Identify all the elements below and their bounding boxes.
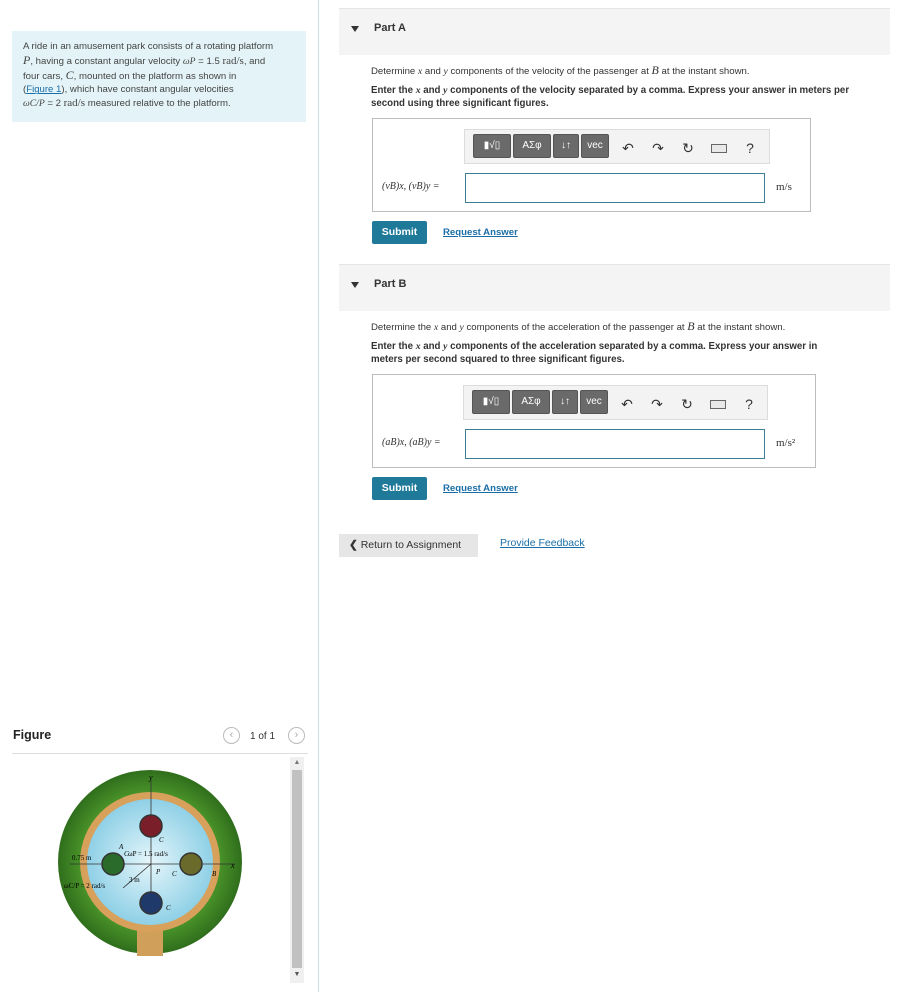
- answer-label: (vB)x, (vB)y =: [382, 181, 440, 192]
- car-c-label: C: [172, 870, 177, 878]
- part-a-question: [371, 64, 891, 78]
- help-icon[interactable]: ?: [745, 396, 753, 412]
- car-c-label: C: [166, 904, 171, 912]
- car-c-label: C: [124, 850, 129, 858]
- platform-symbol: P: [23, 52, 31, 67]
- collapse-triangle-icon: [351, 282, 359, 288]
- problem-text: measured relative to the platform.: [85, 98, 231, 110]
- amusement-park-figure[interactable]: [20, 770, 282, 960]
- part-a-label: Part A: [374, 22, 406, 34]
- question-text: components of the velocity of the passenger at: [447, 66, 652, 77]
- car-symbol: C: [65, 67, 74, 82]
- car-bottom: [140, 892, 162, 914]
- problem-text: A ride in an amusement park consists of a rotating platform: [23, 41, 274, 52]
- x-symbol: x: [433, 322, 439, 333]
- question-text: and: [422, 66, 444, 77]
- part-b-instructions: [371, 340, 896, 366]
- x-axis-label: x: [231, 861, 235, 870]
- instruction-text: meters per second squared to three significant figures.: [371, 354, 625, 365]
- point-a-label: A: [119, 843, 124, 851]
- redo-icon[interactable]: ↷: [651, 396, 663, 412]
- car-top: [140, 815, 162, 837]
- part-a-submit-button[interactable]: Submit: [372, 221, 427, 244]
- x-symbol: x: [415, 341, 421, 352]
- problem-text: , mounted on the platform as shown in: [73, 70, 237, 82]
- arrows-button[interactable]: ↓↑: [553, 134, 579, 158]
- instruction-text: Enter the: [371, 341, 416, 352]
- platform-p-label: P: [156, 868, 161, 876]
- math-toolbar: [464, 129, 770, 164]
- undo-icon[interactable]: ↶: [622, 140, 634, 156]
- problem-text: ), which have constant angular velocities: [61, 84, 234, 96]
- provide-feedback-link[interactable]: Provide Feedback: [500, 537, 585, 549]
- distance-075-label: 0.75 m: [72, 854, 92, 862]
- chevron-right-icon: ›: [294, 729, 299, 741]
- y-axis-label: y: [149, 773, 153, 782]
- y-symbol: y: [443, 66, 448, 77]
- problem-text: , having a constant angular velocity: [30, 55, 183, 67]
- greek-button[interactable]: ΑΣφ: [513, 134, 551, 158]
- figure-title: Figure: [13, 728, 52, 742]
- scrollbar-thumb[interactable]: [292, 770, 302, 968]
- y-symbol: y: [443, 85, 448, 96]
- scroll-up-arrow-icon[interactable]: ▲: [293, 759, 301, 766]
- instruction-text: components of the acceleration separated by a comma. Express your answer in: [447, 341, 818, 352]
- scroll-down-arrow-icon[interactable]: ▼: [293, 971, 301, 978]
- part-b-header[interactable]: [339, 264, 890, 311]
- keyboard-icon[interactable]: [711, 144, 727, 153]
- problem-text: , and: [243, 55, 266, 67]
- question-text: Determine the: [371, 322, 434, 333]
- b-symbol: B: [651, 63, 659, 77]
- part-b-answer-box: [372, 374, 816, 468]
- instruction-text: second using three significant figures.: [371, 98, 549, 109]
- part-b-request-answer-link[interactable]: Request Answer: [443, 483, 518, 494]
- chevron-left-icon: ❮: [349, 539, 361, 551]
- problem-text: = 2: [44, 98, 64, 110]
- greek-button[interactable]: ΑΣφ: [512, 390, 550, 414]
- b-symbol: B: [687, 319, 695, 333]
- part-b-submit-button[interactable]: Submit: [372, 477, 427, 500]
- part-a-request-answer-link[interactable]: Request Answer: [443, 227, 518, 238]
- y-symbol: y: [459, 322, 464, 333]
- figure-next-button[interactable]: [288, 727, 305, 744]
- question-text: at the instant shown.: [658, 66, 750, 77]
- question-text: Determine: [371, 66, 418, 77]
- undo-icon[interactable]: ↶: [621, 396, 633, 412]
- redo-icon[interactable]: ↷: [652, 140, 664, 156]
- acceleration-answer-input[interactable]: [465, 429, 765, 459]
- vec-button[interactable]: vec: [581, 134, 609, 158]
- help-icon[interactable]: ?: [746, 140, 754, 156]
- arrows-button[interactable]: ↓↑: [552, 390, 578, 414]
- velocity-answer-input[interactable]: [465, 173, 765, 203]
- car-left: [102, 853, 124, 875]
- figure-header: [12, 726, 308, 754]
- car-c-label: C: [159, 836, 164, 844]
- omega-cp-label: ωC/P = 2 rad/s: [64, 882, 106, 890]
- x-symbol: x: [417, 66, 423, 77]
- instruction-text: components of the velocity separated by a comma. Express your answer in meters per: [447, 85, 850, 96]
- reset-icon[interactable]: ↻: [681, 396, 693, 412]
- problem-text: = 1.5: [195, 55, 223, 67]
- instruction-text: and: [420, 341, 444, 352]
- templates-button[interactable]: ▮√▯: [472, 390, 510, 414]
- answer-label: (aB)x, (aB)y =: [382, 437, 441, 448]
- instruction-text: Enter the: [371, 85, 416, 96]
- return-to-assignment-button[interactable]: [339, 534, 478, 557]
- omega-p-symbol: ωP: [182, 55, 196, 67]
- omega-cp-symbol: ωC/P: [23, 98, 45, 110]
- templates-button[interactable]: ▮√▯: [473, 134, 511, 158]
- part-a-instructions: [371, 84, 896, 110]
- unit-text: rad/s: [63, 97, 86, 110]
- unit-label: m/s²: [776, 437, 796, 449]
- distance-3-label: 3 m: [129, 876, 140, 884]
- figure-scrollbar[interactable]: [290, 757, 304, 983]
- point-b-label: B: [212, 870, 217, 878]
- math-toolbar: [463, 385, 768, 420]
- y-symbol: y: [443, 341, 448, 352]
- question-text: components of the acceleration of the passenger at: [463, 322, 688, 333]
- question-text: and: [438, 322, 460, 333]
- x-symbol: x: [415, 85, 421, 96]
- question-text: at the instant shown.: [694, 322, 786, 333]
- unit-text: rad/s: [222, 54, 244, 67]
- unit-label: m/s: [776, 181, 792, 193]
- problem-statement: A ride in an amusement park consists of a rotating platform P, having a constant angular velocity ωP = 1.5 rad/s, and four cars, C, mounted on the platform as shown in (Figure 1), which have constant angular velocities ωC/P = 2 rad/s measured relative to the platform.: [12, 31, 306, 122]
- part-b-label: Part B: [374, 278, 407, 290]
- figure-prev-button[interactable]: [223, 727, 240, 744]
- keyboard-icon[interactable]: [710, 400, 726, 409]
- part-a-header[interactable]: [339, 8, 890, 55]
- part-b-question: [371, 320, 891, 334]
- column-divider: [318, 0, 319, 992]
- chevron-left-icon: ‹: [229, 729, 234, 741]
- vec-button[interactable]: vec: [580, 390, 608, 414]
- collapse-triangle-icon: [351, 26, 359, 32]
- omega-p-label: ωP = 1.5 rad/s: [128, 850, 168, 858]
- reset-icon[interactable]: ↻: [682, 140, 694, 156]
- return-label: Return to Assignment: [360, 539, 462, 551]
- instruction-text: and: [420, 85, 444, 96]
- figure-counter: 1 of 1: [250, 731, 276, 742]
- part-a-answer-box: [372, 118, 811, 212]
- problem-text: four cars,: [23, 70, 66, 82]
- car-right: [180, 853, 202, 875]
- figure-link[interactable]: Figure 1: [26, 84, 62, 96]
